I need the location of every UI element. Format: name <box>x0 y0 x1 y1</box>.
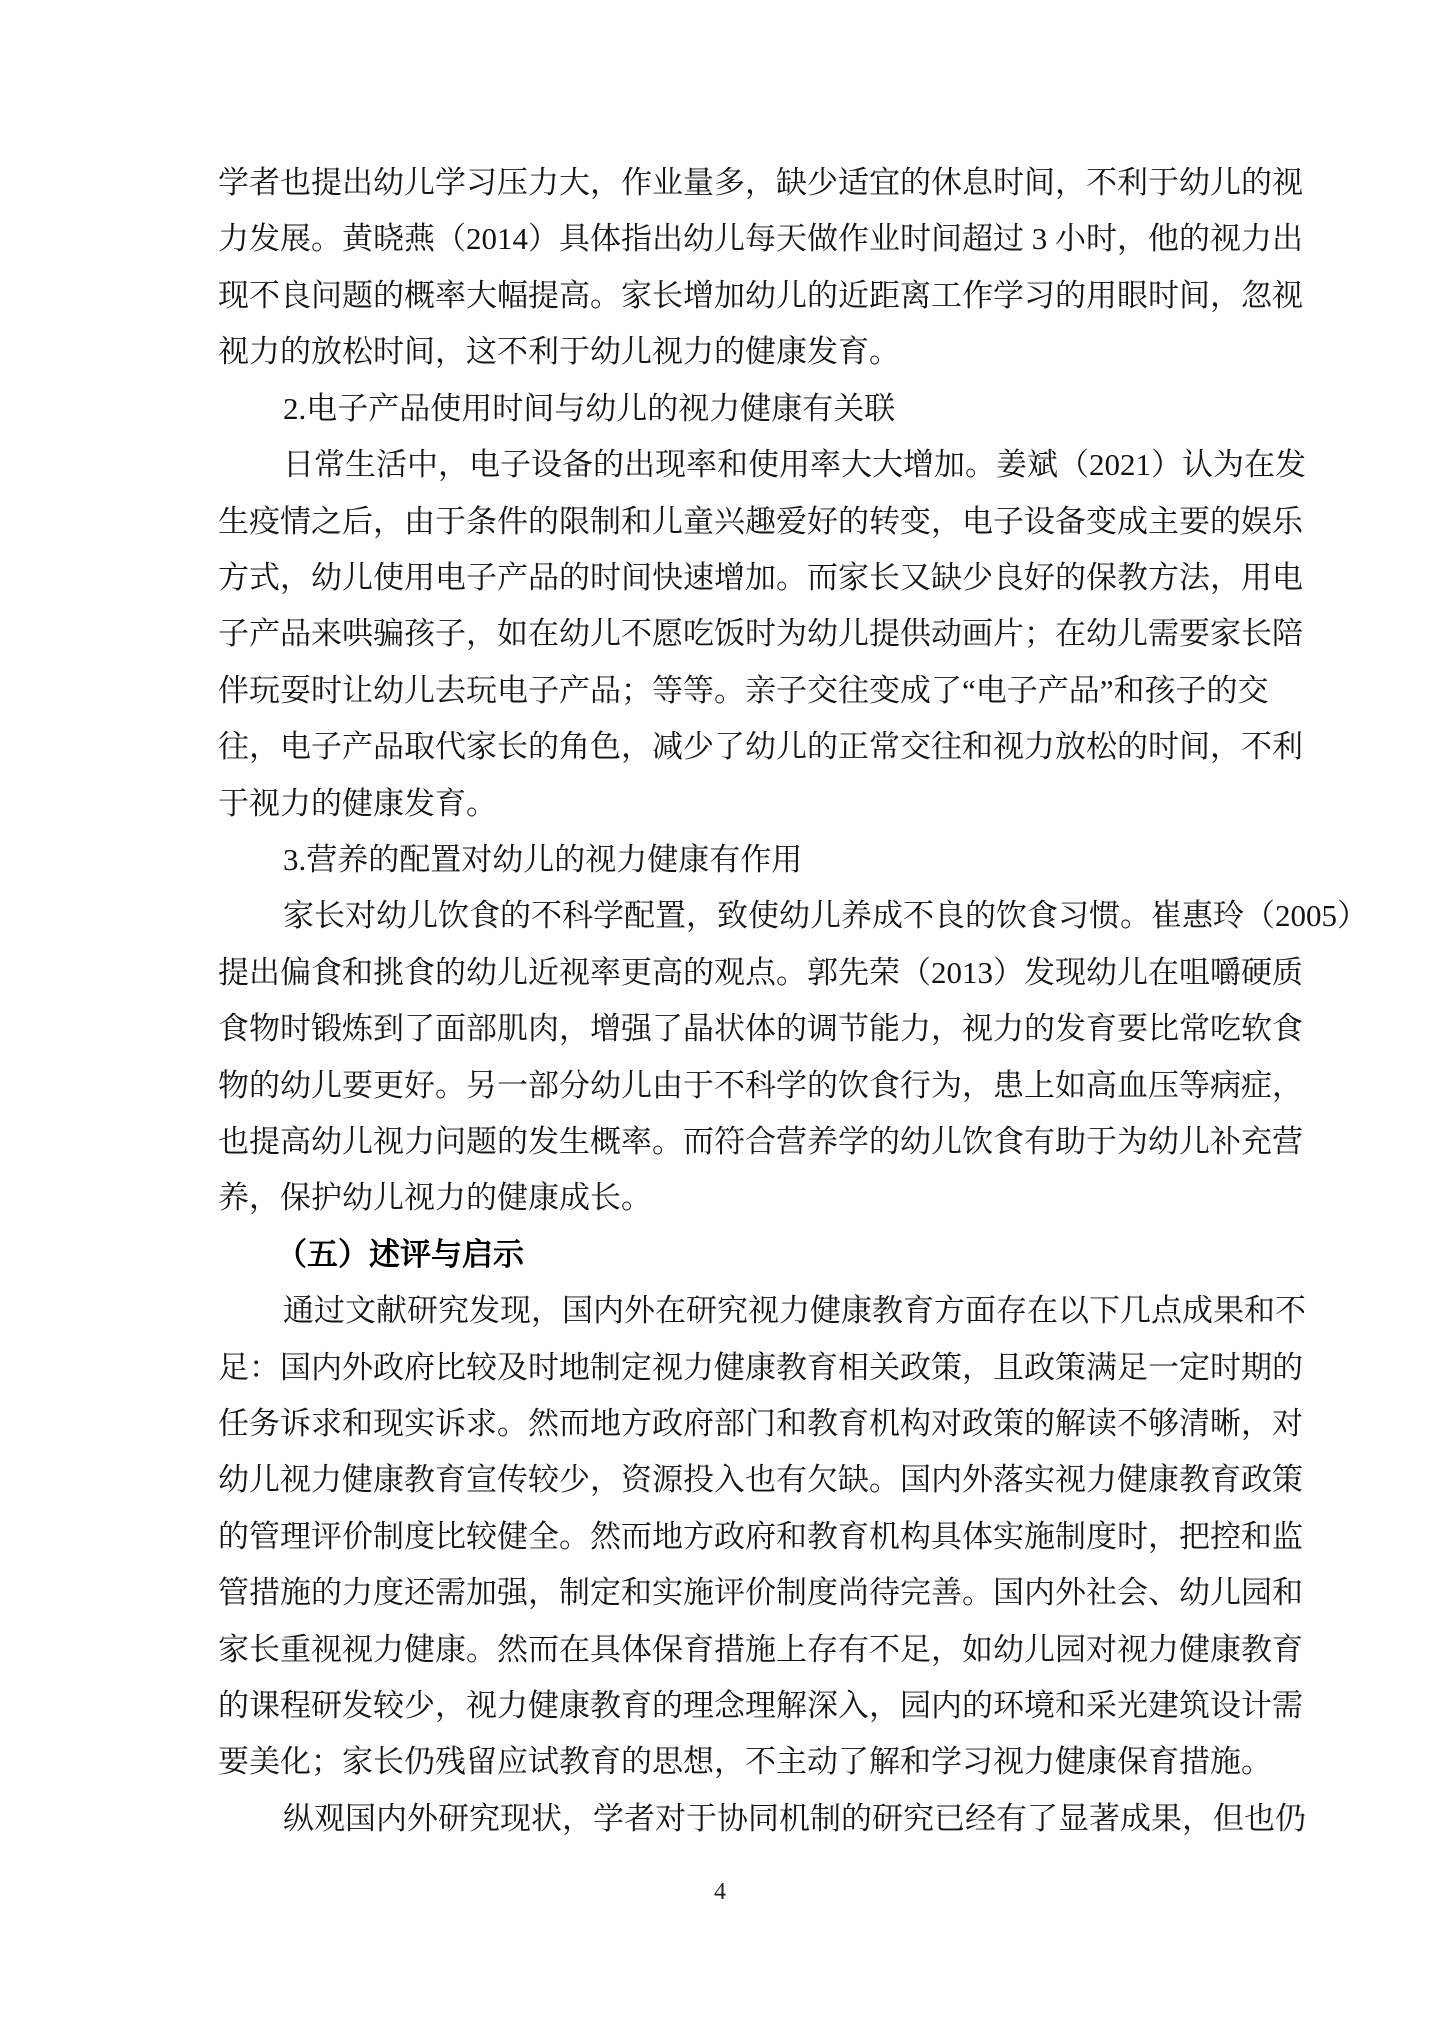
paragraph-line: 提出偏食和挑食的幼儿近视率更高的观点。郭先荣（2013）发现幼儿在咀嚼硬质 <box>218 955 1303 990</box>
paragraph-line: 方式，幼儿使用电子产品的时间快速增加。而家长又缺少良好的保教方法，用电 <box>218 560 1303 595</box>
paragraph-first-line: 日常生活中，电子设备的出现率和使用率大大增加。姜斌（2021）认为在发 <box>283 447 1306 482</box>
paragraph-line: 往，电子产品取代家长的角色，减少了幼儿的正常交往和视力放松的时间，不利 <box>218 729 1303 764</box>
paragraph-line: 食物时锻炼到了面部肌肉，增强了晶状体的调节能力，视力的发育要比常吃软食 <box>218 1011 1303 1046</box>
paragraph-line: 要美化；家长仍残留应试教育的思想，不主动了解和学习视力健康保育措施。 <box>218 1744 1272 1779</box>
paragraph-line: 任务诉求和现实诉求。然而地方政府部门和教育机构对政策的解读不够清晰，对 <box>218 1406 1303 1441</box>
paragraph-line: 于视力的健康发育。 <box>218 786 497 821</box>
paragraph-first-line: 家长对幼儿饮食的不科学配置，致使幼儿养成不良的饮食习惯。崔惠玲（2005） <box>283 898 1368 933</box>
paragraph-line: 的课程研发较少，视力健康教育的理念理解深入，园内的环境和采光建筑设计需 <box>218 1688 1303 1723</box>
paragraph-first-line: 通过文献研究发现，国内外在研究视力健康教育方面存在以下几点成果和不 <box>283 1293 1306 1328</box>
paragraph-line: 视力的放松时间，这不利于幼儿视力的健康发育。 <box>218 334 900 369</box>
subsection-heading: 2.电子产品使用时间与幼儿的视力健康有关联 <box>283 391 896 426</box>
paragraph-line: 子产品来哄骗孩子，如在幼儿不愿吃饭时为幼儿提供动画片；在幼儿需要家长陪 <box>218 616 1303 651</box>
paragraph-line: 家长重视视力健康。然而在具体保育措施上存有不足，如幼儿园对视力健康教育 <box>218 1632 1303 1667</box>
subsection-heading: 3.营养的配置对幼儿的视力健康有作用 <box>283 842 803 877</box>
paragraph-line: 足：国内外政府比较及时地制定视力健康教育相关政策，且政策满足一定时期的 <box>218 1350 1303 1385</box>
paragraph-line: 管措施的力度还需加强，制定和实施评价制度尚待完善。国内外社会、幼儿园和 <box>218 1575 1303 1610</box>
paragraph-line: 也提高幼儿视力问题的发生概率。而符合营养学的幼儿饮食有助于为幼儿补充营 <box>218 1124 1303 1159</box>
paragraph-first-line: 纵观国内外研究现状，学者对于协同机制的研究已经有了显著成果，但也仍 <box>283 1801 1306 1836</box>
paragraph-line: 力发展。黄晓燕（2014）具体指出幼儿每天做作业时间超过 3 小时，他的视力出 <box>218 221 1303 256</box>
paragraph-line: 学者也提出幼儿学习压力大，作业量多，缺少适宜的休息时间，不利于幼儿的视 <box>218 165 1303 200</box>
paragraph-line: 伴玩耍时让幼儿去玩电子产品；等等。亲子交往变成了“电子产品”和孩子的交 <box>218 673 1269 708</box>
paragraph-line: 养，保护幼儿视力的健康成长。 <box>218 1180 652 1215</box>
paragraph-line: 现不良问题的概率大幅提高。家长增加幼儿的近距离工作学习的用眼时间，忽视 <box>218 278 1303 313</box>
paragraph-line: 生疫情之后，由于条件的限制和儿童兴趣爱好的转变，电子设备变成主要的娱乐 <box>218 504 1303 539</box>
section-heading: （五）述评与启示 <box>276 1237 524 1272</box>
paragraph-line: 物的幼儿要更好。另一部分幼儿由于不科学的饮食行为，患上如高血压等病症， <box>218 1068 1303 1103</box>
paragraph-line: 的管理评价制度比较健全。然而地方政府和教育机构具体实施制度时，把控和监 <box>218 1519 1303 1554</box>
paragraph-line: 幼儿视力健康教育宣传较少，资源投入也有欠缺。国内外落实视力健康教育政策 <box>218 1462 1303 1497</box>
page-number: 4 <box>714 1879 726 1905</box>
